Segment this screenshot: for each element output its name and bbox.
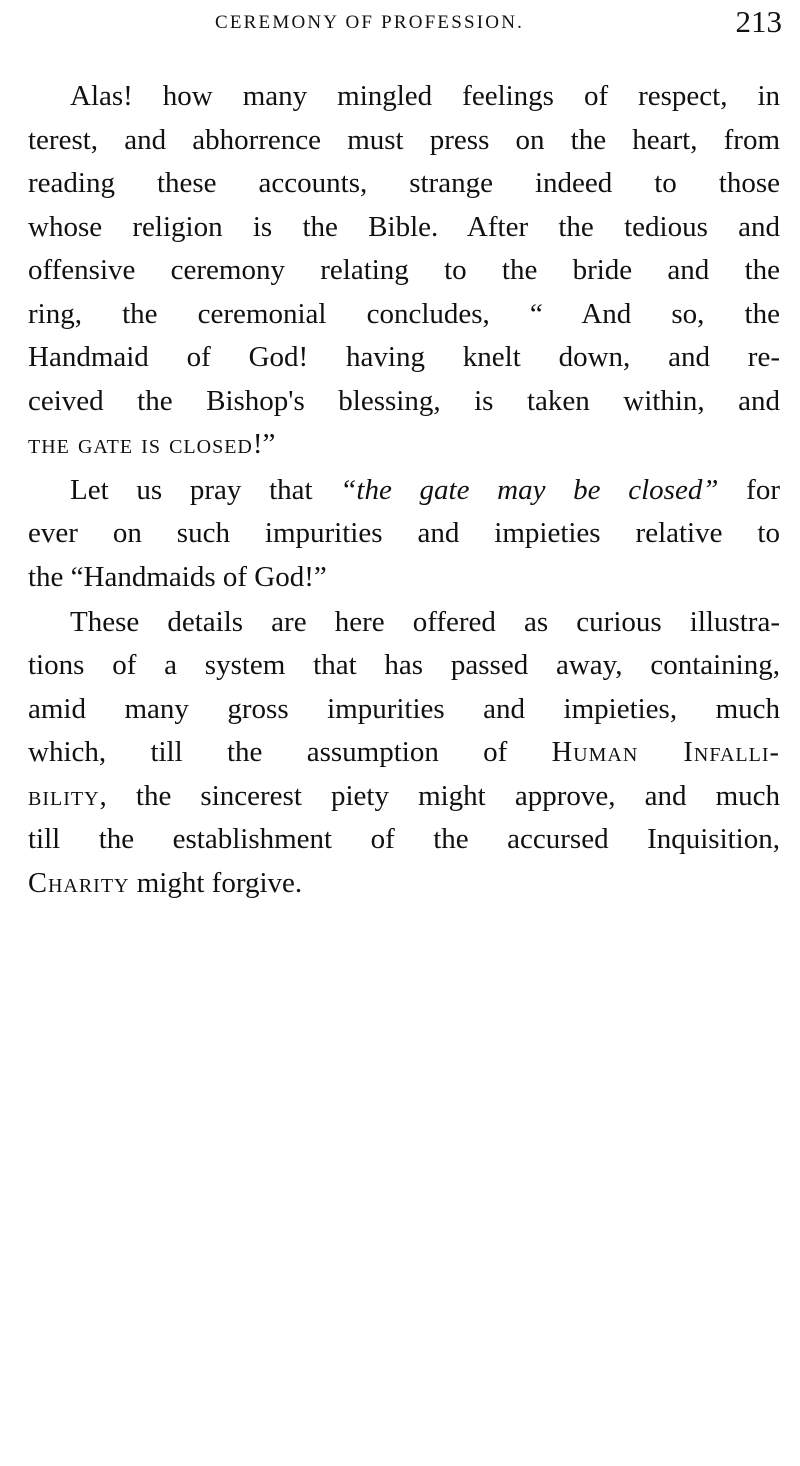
text-line	[70, 472, 780, 512]
text-line	[70, 78, 780, 118]
text-segment: which, till the assumption of	[28, 736, 552, 768]
text-line	[28, 821, 780, 861]
text-line	[28, 209, 780, 249]
text-line	[28, 734, 780, 774]
text-segment: Charity	[28, 868, 130, 899]
text-segment: ring, the ceremonial concludes, “ And so, the	[28, 298, 780, 330]
text-line	[28, 559, 780, 599]
text-segment: Let us pray that	[70, 474, 341, 506]
text-segment: tions of a system that has passed away, containing,	[28, 649, 780, 681]
text-segment: Human Infalli-	[551, 737, 780, 768]
text-line	[28, 339, 780, 379]
page-number: 213	[735, 4, 782, 39]
text-line	[28, 865, 780, 905]
text-line	[28, 426, 780, 466]
running-title: CEREMONY OF PROFESSION.	[215, 12, 525, 33]
text-line	[28, 252, 780, 292]
text-line	[70, 604, 780, 644]
text-segment: These details are here offered as curious illustra-	[70, 606, 780, 638]
text-line	[28, 691, 780, 731]
text-line	[28, 122, 780, 162]
text-line	[28, 383, 780, 423]
text-segment: the gate is closed	[28, 429, 253, 460]
text-segment: reading these accounts, strange indeed to those	[28, 167, 780, 199]
text-line	[28, 296, 780, 336]
text-segment: !”	[252, 428, 276, 460]
text-segment: whose religion is the Bible. After the tedious and	[28, 211, 780, 243]
text-segment: Handmaid of God! having knelt down, and re-	[28, 341, 780, 373]
text-line	[28, 778, 780, 818]
text-segment: bility	[28, 781, 100, 812]
text-segment: Alas! how many mingled feelings of respect, in	[70, 80, 780, 112]
text-segment: might forgive.	[129, 867, 303, 899]
text-segment: amid many gross impurities and impieties, much	[28, 693, 780, 725]
text-segment: offensive ceremony relating to the bride and the	[28, 254, 780, 286]
text-segment: the “Handmaids of God!”	[28, 561, 327, 593]
text-line	[28, 647, 780, 687]
text-segment: ceived the Bishop's blessing, is taken within, and	[28, 385, 780, 417]
text-segment: till the establishment of the accursed Inquisition,	[28, 823, 780, 855]
text-segment: , the sincerest piety might approve, and much	[99, 780, 780, 812]
text-segment: ever on such impurities and impieties relative to	[28, 517, 780, 549]
text-segment: for	[718, 474, 780, 506]
text-line	[28, 165, 780, 205]
text-segment: “the gate may be closed”	[340, 474, 719, 506]
text-segment: terest, and abhorrence must press on the heart, from	[28, 124, 780, 156]
text-line	[28, 515, 780, 555]
